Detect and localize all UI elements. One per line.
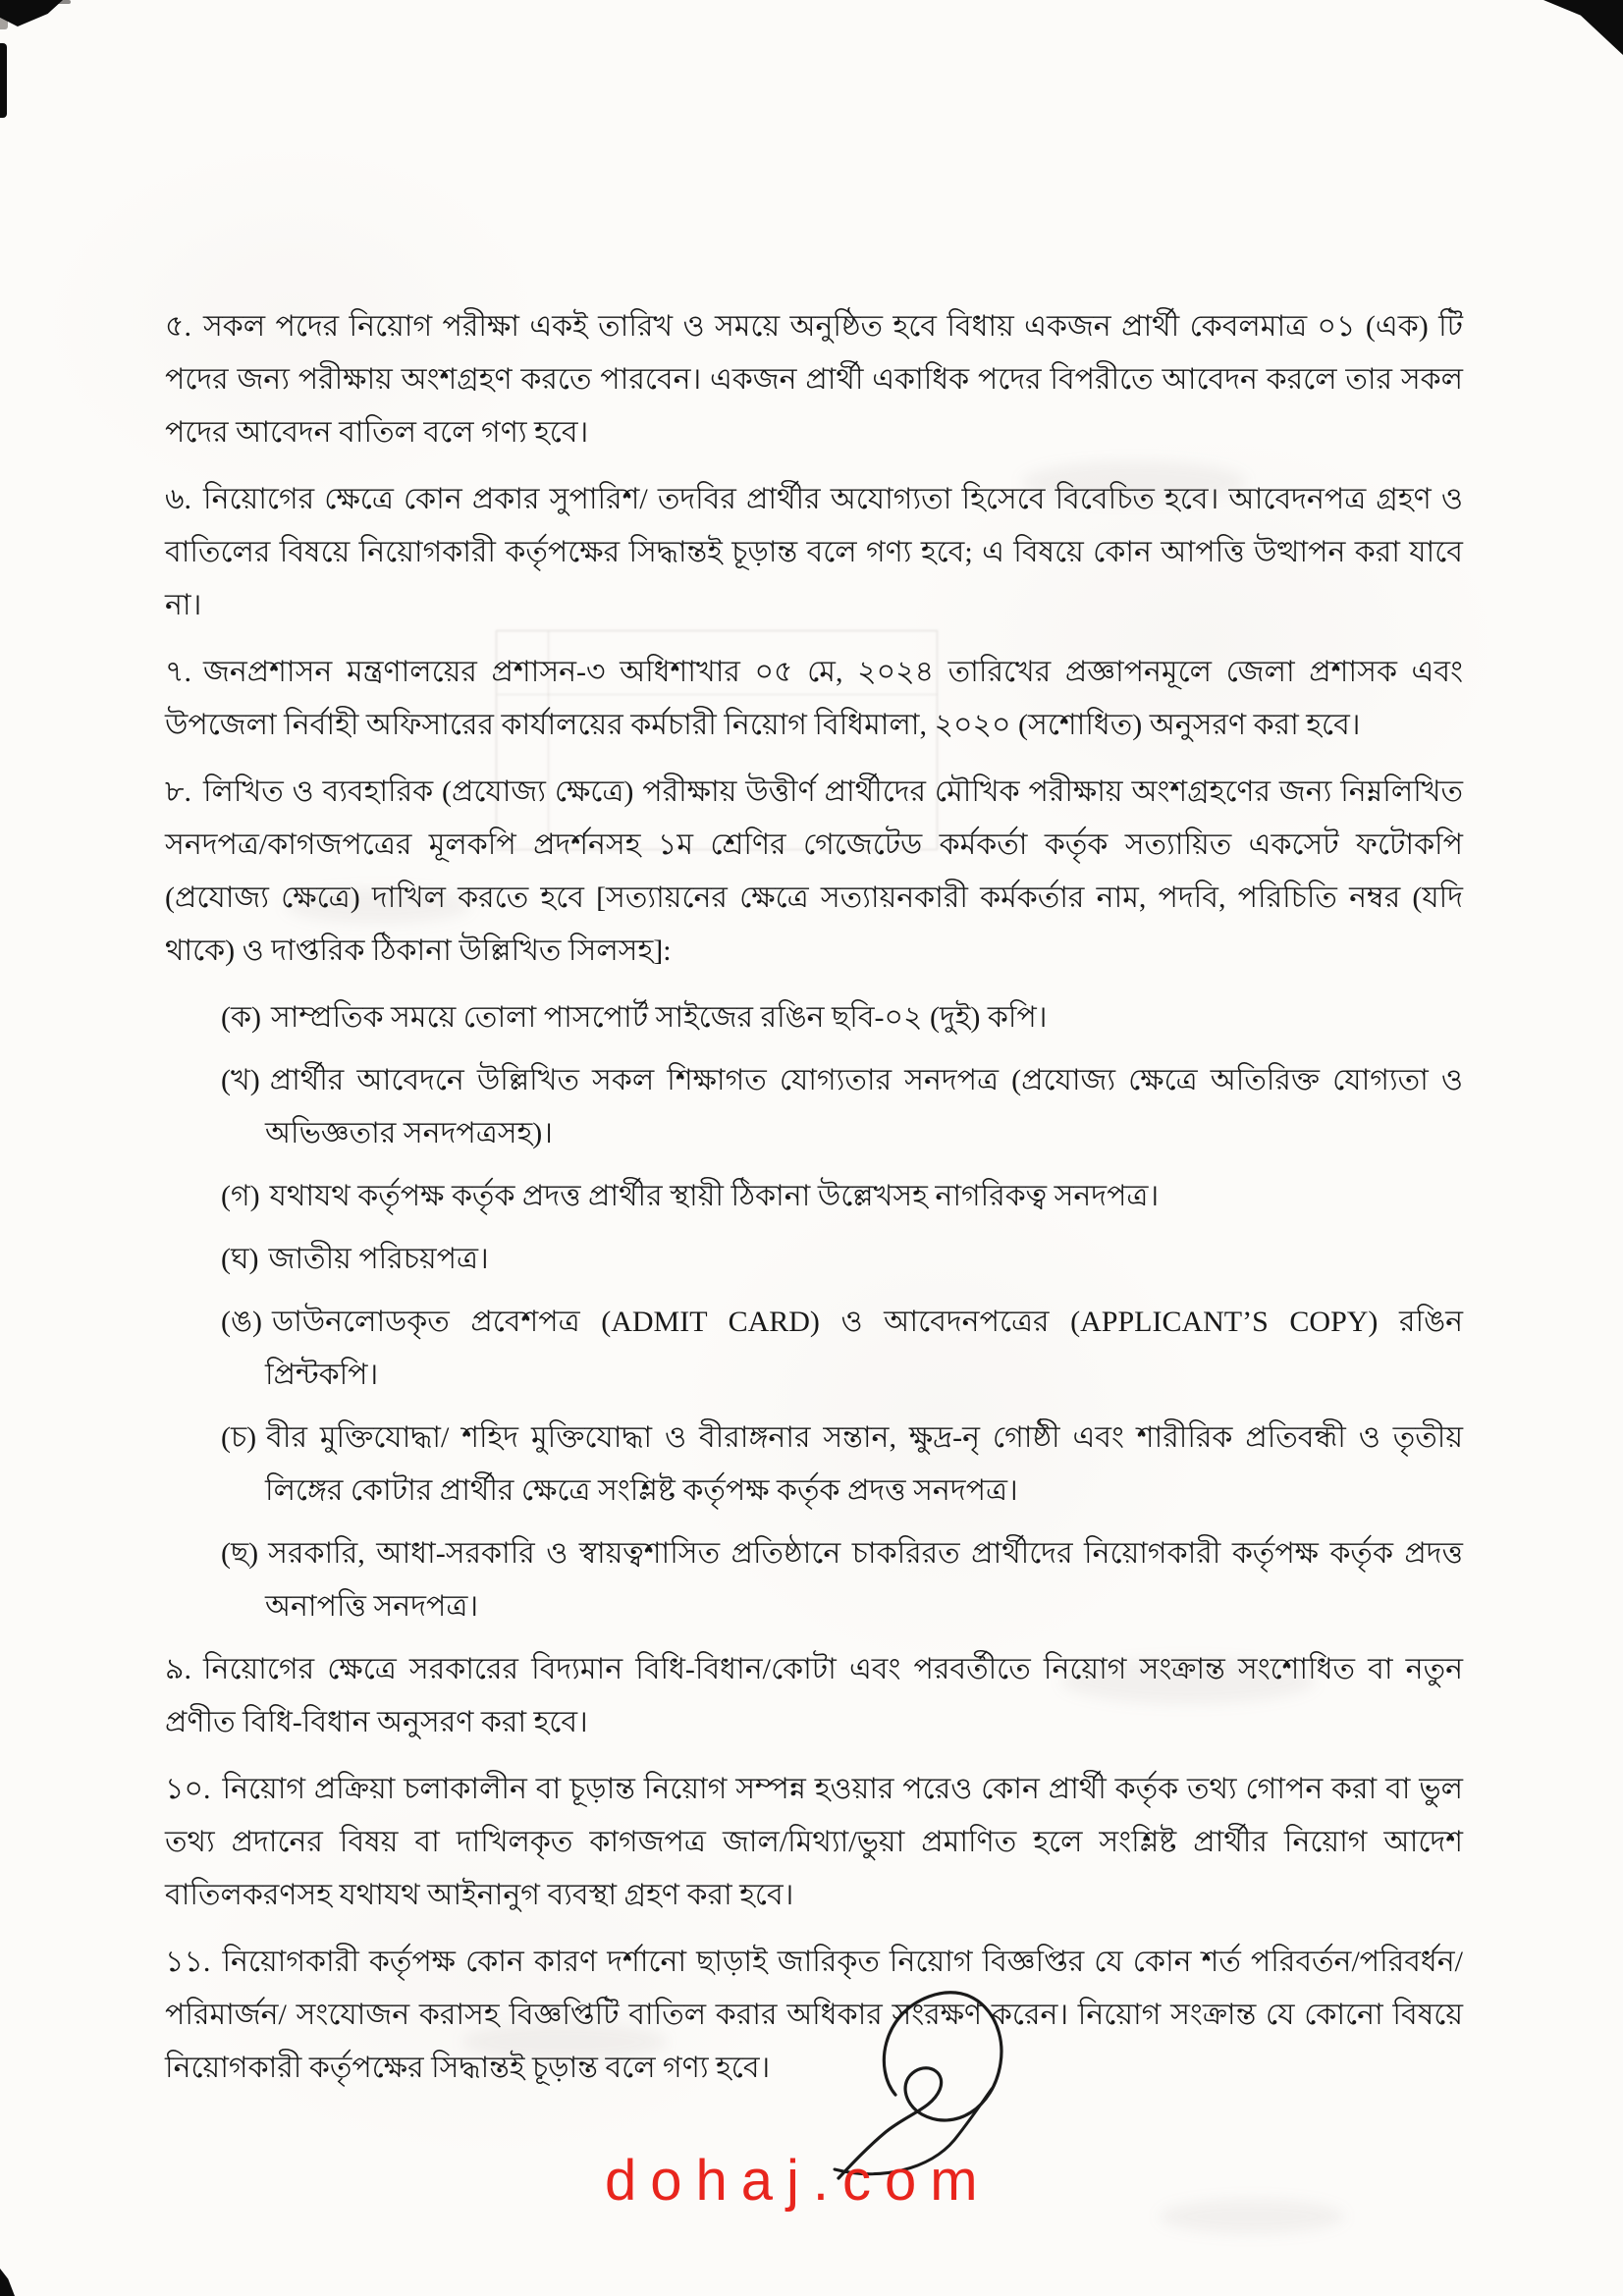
certificate-item-uno: [165, 1296, 1463, 1402]
certificate-item-cha-label: (চ): [221, 1421, 257, 1454]
certificate-item-chha-label: (ছ): [221, 1537, 259, 1570]
clause-6-number: ৬.: [165, 483, 192, 515]
clause-5-number: ৫.: [165, 310, 191, 343]
certificate-item-kha-text: প্রার্থীর আবেদনে উল্লিখিত সকল শিক্ষাগত যোগ্যতার সনদপত্র (প্রযোজ্য ক্ষেত্রে অতিরিক্ত যোগ্যতা ও অভিজ্ঞতার সনদপত্রসহ)।: [265, 1064, 1463, 1149]
certificate-item-kha-label: (খ): [221, 1064, 260, 1096]
clause-11: [165, 1936, 1463, 2095]
clause-7-number: ৭.: [165, 656, 192, 688]
clause-6-text: নিয়োগের ক্ষেত্রে কোন প্রকার সুপারিশ/ তদবির প্রার্থীর অযোগ্যতা হিসেবে বিবেচিত হবে। আবেদনপত্র গ্রহণ ও বাতিলের বিষয়ে নিয়োগকারী কর্তৃপক্ষের সিদ্ধান্তই চূড়ান্ত বলে গণ্য হবে; এ বিষয়ে কোন আপত্তি উত্থাপন করা যাবে না।: [165, 483, 1463, 621]
certificate-item-gha-label: (ঘ): [221, 1243, 259, 1275]
scan-artifact-left-edge: [0, 43, 7, 118]
bleed-through-smudge: [1159, 2199, 1345, 2234]
certificate-item-chha-text: সরকারি, আধা-সরকারি ও স্বায়ত্বশাসিত প্রতিষ্ঠানে চাকরিরত প্রার্থীদের নিয়োগকারী কর্তৃপক্ষ কর্তৃক প্রদত্ত অনাপত্তি সনদপত্র।: [265, 1537, 1463, 1623]
scan-artifact-top-right: [1535, 0, 1623, 55]
certificate-list: [165, 991, 1463, 1633]
clause-10: [165, 1763, 1463, 1922]
watermark-dohaj: dohaj.com: [605, 2149, 992, 2213]
clause-9-text: নিয়োগের ক্ষেত্রে সরকারের বিদ্যমান বিধি-বিধান/কোটা এবং পরবর্তীতে নিয়োগ সংক্রান্ত সংশোধিত বা নতুন প্রণীত বিধি-বিধান অনুসরণ করা হবে।: [165, 1653, 1463, 1738]
certificate-item-uno-text: ডাউনলোডকৃত প্রবেশপত্র (ADMIT CARD) ও আবেদনপত্রের (APPLICANT’S COPY) রঙিন প্রিন্টকপি।: [265, 1306, 1463, 1391]
clause-10-text: নিয়োগ প্রক্রিয়া চলাকালীন বা চূড়ান্ত নিয়োগ সম্পন্ন হওয়ার পরেও কোন প্রার্থী কর্তৃক তথ্য গোপন করা বা ভুল তথ্য প্রদানের বিষয় বা দাখিলকৃত কাগজপত্র জাল/মিথ্যা/ভুয়া প্রমাণিত হলে সংশ্লিষ্ট প্রার্থীর নিয়োগ আদেশ বাতিলকরণসহ যথাযথ আইনানুগ ব্যবস্থা গ্রহণ করা হবে।: [165, 1773, 1463, 1911]
certificate-item-ka-label: (ক): [221, 1001, 261, 1034]
certificate-item-gha-text: জাতীয় পরিচয়পত্র।: [268, 1243, 489, 1275]
clause-5-text: সকল পদের নিয়োগ পরীক্ষা একই তারিখ ও সময়ে অনুষ্ঠিত হবে বিধায় একজন প্রার্থী কেবলমাত্র ০১ (এক) টি পদের জন্য পরীক্ষায় অংশগ্রহণ করতে পারবেন। একজন প্রার্থী একাধিক পদের বিপরীতে আবেদন করলে তার সকল পদের আবেদন বাতিল বলে গণ্য হবে।: [165, 310, 1463, 449]
clause-7-text: জনপ্রশাসন মন্ত্রণালয়ের প্রশাসন-৩ অধিশাখার ০৫ মে, ২০২৪ তারিখের প্রজ্ঞাপনমূলে জেলা প্রশাসক এবং উপজেলা নির্বাহী অফিসারের কার্যালয়ের কর্মচারী নিয়োগ বিধিমালা, ২০২০ (সশোধিত) অনুসরণ করা হবে।: [165, 656, 1463, 741]
clause-8: [165, 766, 1463, 978]
certificate-item-chha: [165, 1527, 1463, 1633]
clause-10-number: ১০.: [165, 1773, 211, 1805]
clause-5: [165, 300, 1463, 459]
clause-6: [165, 473, 1463, 632]
clause-9: [165, 1643, 1463, 1749]
scan-artifact-top-left: [0, 0, 63, 27]
certificate-item-cha-text: বীর মুক্তিযোদ্ধা/ শহিদ মুক্তিযোদ্ধা ও বীরাঙ্গনার সন্তান, ক্ষুদ্র-নৃ গোষ্ঠী এবং শারীরিক প্রতিবন্ধী ও তৃতীয় লিঙ্গের কোটার প্রার্থীর ক্ষেত্রে সংশ্লিষ্ট কর্তৃপক্ষ কর্তৃক প্রদত্ত সনদপত্র।: [265, 1421, 1463, 1507]
certificate-item-kha: [165, 1054, 1463, 1160]
certificate-item-ka: [165, 991, 1463, 1044]
document-body: [165, 300, 1463, 2109]
clause-9-number: ৯.: [165, 1653, 191, 1685]
certificate-item-ga-text: যথাযথ কর্তৃপক্ষ কর্তৃক প্রদত্ত প্রার্থীর স্থায়ী ঠিকানা উল্লেখসহ নাগরিকত্ব সনদপত্র।: [269, 1180, 1160, 1212]
clause-7: [165, 646, 1463, 752]
scan-artifact-bottom-left: [0, 2269, 15, 2296]
certificate-item-uno-label: (ঙ): [221, 1306, 262, 1338]
clause-8-number: ৮.: [165, 775, 191, 808]
certificate-item-gha: [165, 1233, 1463, 1286]
clause-8-text: লিখিত ও ব্যবহারিক (প্রযোজ্য ক্ষেত্রে) পরীক্ষায় উত্তীর্ণ প্রার্থীদের মৌখিক পরীক্ষায় অংশগ্রহণের জন্য নিম্নলিখিত সনদপত্র/কাগজপত্রের মূলকপি প্রদর্শনসহ ১ম শ্রেণির গেজেটেড কর্মকর্তা কর্তৃক সত্যায়িত একসেট ফটোকপি (প্রযোজ্য ক্ষেত্রে) দাখিল করতে হবে [সত্যায়নের ক্ষেত্রে সত্যায়নকারী কর্মকর্তার নাম, পদবি, পরিচিতি নম্বর (যদি থাকে) ও দাপ্তরিক ঠিকানা উল্লিখিত সিলসহ]:: [165, 775, 1463, 967]
certificate-item-ga-label: (গ): [221, 1180, 260, 1212]
certificate-item-ga: [165, 1170, 1463, 1223]
certificate-item-ka-text: সাম্প্রতিক সময়ে তোলা পাসপোর্ট সাইজের রঙিন ছবি-০২ (দুই) কপি।: [270, 1001, 1048, 1034]
clause-11-text: নিয়োগকারী কর্তৃপক্ষ কোন কারণ দর্শানো ছাড়াই জারিকৃত নিয়োগ বিজ্ঞপ্তির যে কোন শর্ত পরিবর্তন/পরিবর্ধন/পরিমার্জন/ সংযোজন করাসহ বিজ্ঞপ্তিটি বাতিল করার অধিকার সংরক্ষণ করেন। নিয়োগ সংক্রান্ত যে কোনো বিষয়ে নিয়োগকারী কর্তৃপক্ষের সিদ্ধান্তই চূড়ান্ত বলে গণ্য হবে।: [165, 1946, 1463, 2084]
clause-11-number: ১১.: [165, 1946, 211, 1978]
certificate-item-cha: [165, 1412, 1463, 1518]
